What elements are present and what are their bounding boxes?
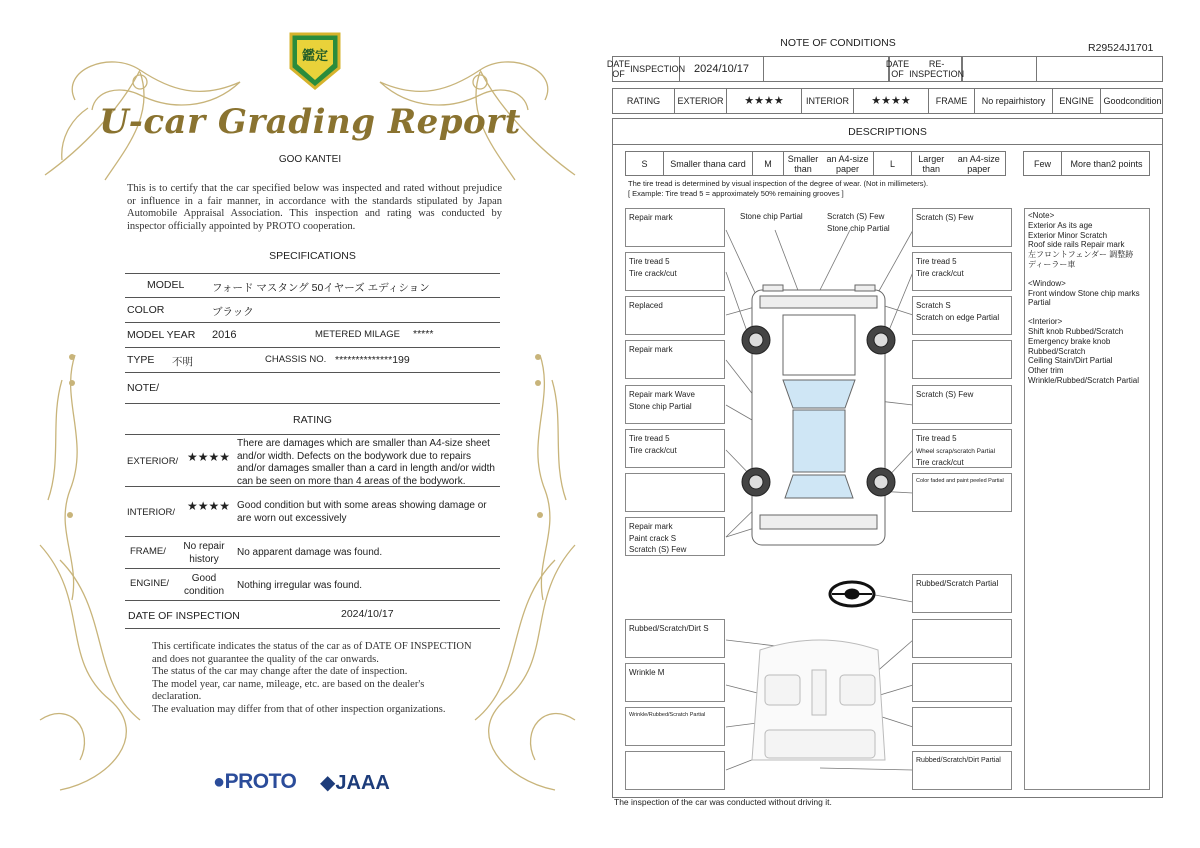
note-line: Roof side rails Repair mark [1028, 240, 1125, 250]
frame-description: No apparent damage was found. [237, 547, 383, 558]
note-line: Exterior As its age [1028, 220, 1093, 230]
interior-line: Emergency brake knob Rubbed/Scratch [1028, 336, 1111, 356]
note-heading: <Note> [1028, 211, 1055, 220]
frame-label: FRAME/ [130, 546, 166, 557]
rating-row-frame [125, 537, 500, 569]
callout-box: Tire tread 5 Tire crack/cut [625, 429, 725, 468]
reference-number: R29524J1701 [1088, 42, 1154, 54]
legend-l-desc: Larger than an A4-size paper [918, 153, 1000, 174]
interior-header: INTERIOR [802, 89, 854, 113]
inspection-date-cell: 2024/10/17 [680, 57, 764, 81]
legend-s: S [626, 152, 664, 175]
empty-cell [1037, 57, 1164, 81]
tread-note-line: The tire tread is determined by visual inspection of the degree of wear. (Not in millimeters). [628, 179, 929, 188]
callout-box: Wrinkle/Rubbed/Scratch Partial [625, 707, 725, 746]
exterior-description: There are damages which are smaller than A4-size sheet and/or width. Defects on the bodywork due to repairs and/or damages smaller than a card in length and/or width can be seen on more than 4 areas of the bodywork. [237, 438, 495, 487]
interior-line: Other trim Wrinkle/Rubbed/Scratch Partial [1028, 366, 1140, 385]
callout-box: Scratch (S) Few [912, 385, 1012, 424]
disclaimer-line: This certificate indicates the status of the car as of DATE OF INSPECTION and does not guarantee the quality of the car onwards. [152, 641, 472, 665]
callout-box: Wrinkle M [625, 663, 725, 702]
frame-header: FRAME [929, 89, 975, 113]
callout-box: Scratch (S) Few [912, 208, 1012, 247]
engine-value-cell: Good condition [1103, 96, 1162, 106]
window-group [1028, 279, 1146, 308]
callout-box: Repair mark [625, 340, 725, 379]
legend-few: Few [1024, 152, 1062, 175]
callout-box: Rubbed/Scratch/Dirt S [625, 619, 725, 658]
spec-row-color [125, 298, 500, 323]
spec-row-model [125, 273, 500, 298]
goo-kantei-badge-icon [287, 30, 343, 92]
rating-header: RATING [613, 89, 675, 113]
engine-label: ENGINE/ [130, 578, 170, 589]
callout-box [912, 707, 1012, 746]
legend-m-desc: Smaller than an A4-size paper [784, 152, 874, 175]
note-line: ディーラー車 [1028, 259, 1076, 269]
callout-box [912, 663, 1012, 702]
badge-text: 鑑定 [301, 49, 329, 64]
model-value: フォード マスタング 50イヤーズ エディション [212, 282, 430, 294]
model-label: MODEL [147, 279, 185, 291]
inspection-dates-row [606, 56, 1163, 82]
exterior-label: EXTERIOR/ [127, 456, 179, 467]
inspection-date-header: DATE OF INSPECTION [606, 59, 686, 79]
metered-milage-label: METERED MILAGE [315, 329, 400, 340]
descriptions-heading: DESCRIPTIONS [613, 119, 1162, 145]
rating-summary-row [612, 88, 1163, 114]
callout-box: Tire tread 5 Tire crack/cut [625, 252, 725, 291]
color-value: ブラック [212, 306, 254, 318]
reinspection-date-cell [962, 57, 1037, 81]
callout-box [912, 340, 1012, 379]
engine-value: Good condition [183, 573, 225, 597]
frame-value-cell: No repair history [975, 89, 1053, 113]
proto-logo-icon: ● [213, 771, 225, 793]
inspection-footnote: The inspection of the car was conducted without driving it. [614, 797, 832, 807]
callout-box: Rubbed/Scratch Partial [912, 574, 1012, 613]
interior-group [1028, 317, 1146, 386]
note-line: Exterior Minor Scratch [1028, 230, 1108, 240]
legend-s-desc: Smaller than a card [664, 152, 753, 175]
callout-box: Replaced [625, 296, 725, 335]
callout-box: Repair mark Wave Stone chip Partial [625, 385, 725, 424]
note-of-conditions-title: NOTE OF CONDITIONS [780, 37, 896, 49]
tire-tread-note [628, 179, 928, 198]
exterior-header: EXTERIOR [675, 89, 727, 113]
callout-box [912, 619, 1012, 658]
rating-row-date [125, 601, 500, 629]
jaaa-logo: ◆JAAA [320, 772, 390, 794]
metered-milage-value: ***** [413, 328, 434, 340]
note-group [1028, 211, 1146, 270]
callout-box: Tire tread 5 Tire crack/cut [912, 252, 1012, 291]
engine-description: Nothing irregular was found. [237, 580, 363, 591]
callout-box: Stone chip Partial [740, 212, 803, 221]
inspection-date-label: DATE OF INSPECTION [128, 610, 240, 622]
window-heading: <Window> [1028, 278, 1066, 288]
rating-row-interior [125, 487, 500, 537]
color-label: COLOR [127, 304, 165, 316]
interior-description: Good condition but with some areas showing damage or are worn out excessively [237, 500, 487, 524]
interior-line: Shift knob Rubbed/Scratch [1028, 326, 1124, 336]
callout-box: Rubbed/Scratch/Dirt Partial [912, 751, 1012, 790]
model-year-value: 2016 [212, 329, 237, 341]
disclaimer-line: The model year, car name, mileage, etc. are based on the dealer's declaration. [152, 678, 425, 703]
reinspection-date-header: DATE OF RE-INSPECTION [885, 59, 965, 79]
callout-box [625, 751, 725, 790]
callout-box: Tire tread 5 Wheel scrap/scratch Partial Tire crack/cut [912, 429, 1012, 468]
interior-heading: <Interior> [1028, 317, 1063, 327]
disclaimer-line: The status of the car may change after the date of inspection. [152, 666, 408, 678]
callout-box [625, 473, 725, 512]
tread-note-line: [ Example: Tire tread 5 = approximately 50% remaining grooves ] [628, 188, 844, 198]
few-legend [1023, 151, 1150, 176]
jaaa-logo-icon: ◆ [320, 772, 336, 794]
rating-row-engine [125, 569, 500, 601]
spec-row-type [125, 348, 500, 373]
interior-stars-cell: ★★★★ [854, 89, 929, 113]
callout-box: Repair mark Paint crack S Scratch (S) Few [625, 517, 725, 556]
disclaimer-line: The evaluation may differ from that of other inspection organizations. [152, 703, 446, 715]
size-legend [625, 151, 1006, 176]
frame-value: No repair history [183, 541, 225, 565]
note-label: NOTE/ [127, 382, 160, 394]
interior-label: INTERIOR/ [127, 507, 176, 518]
callout-box: Repair mark [625, 208, 725, 247]
certificate-intro: This is to certify that the car specified below was inspected and rated without prejudice or influence in a fair manner, in accordance with the standards stipulated by Japan Automobile Appraisal Association. This inspection and rating was conducted by inspector officially appointed by PROTO cooperation. [127, 183, 502, 232]
spec-row-year [125, 323, 500, 348]
chassis-value: **************199 [335, 354, 410, 366]
interior-line: Ceiling Stain/Dirt Partial [1028, 356, 1113, 366]
specifications-heading: SPECIFICATIONS [269, 250, 356, 262]
legend-m: M [753, 152, 784, 175]
legend-few-desc: More than 2 points [1070, 158, 1143, 169]
proto-logo: ●PROTO [213, 770, 297, 793]
certificate-disclaimer [152, 641, 472, 717]
type-label: TYPE [127, 354, 155, 366]
callout-box: Scratch S Scratch on edge Partial [912, 296, 1012, 335]
type-value: 不明 [172, 356, 193, 368]
exterior-stars-cell: ★★★★ [727, 89, 802, 113]
note-line: 左フロントフェンダー 調整跡 [1028, 250, 1134, 260]
chassis-label: CHASSIS NO. [265, 354, 327, 365]
callout-box: Scratch (S) Few Stone chip Partial [827, 212, 890, 233]
inspection-date-value: 2024/10/17 [341, 608, 394, 620]
callout-box: Color faded and paint peeled Partial [912, 473, 1012, 512]
rating-row-exterior [125, 434, 500, 487]
legend-l: L [874, 152, 912, 175]
window-line: Front window Stone chip marks Partial [1028, 288, 1140, 308]
empty-cell [764, 57, 889, 81]
engine-header: ENGINE [1053, 89, 1101, 113]
certificate-title: U-car Grading Report [99, 102, 521, 142]
spec-row-note [125, 373, 500, 404]
rating-heading: RATING [293, 414, 332, 426]
exterior-stars: ★★★★ [187, 450, 231, 464]
model-year-label: MODEL YEAR [127, 329, 196, 341]
interior-stars: ★★★★ [187, 499, 231, 513]
notes-column [1024, 208, 1150, 790]
certificate-subtitle: GOO KANTEI [278, 154, 342, 165]
